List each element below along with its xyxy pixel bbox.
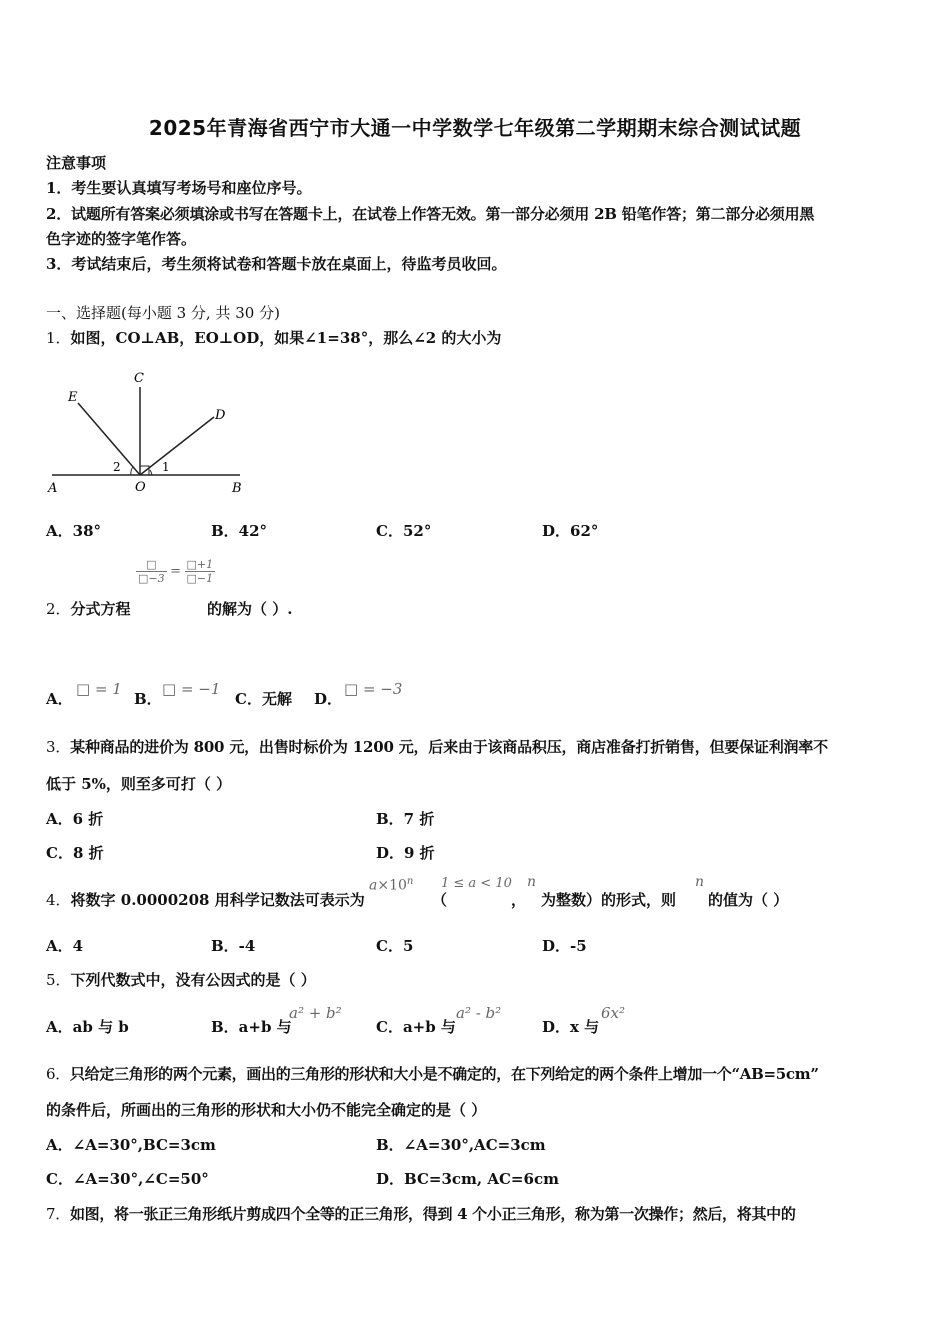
eq-right-denominator: □−1	[186, 572, 214, 585]
q2-equation	[136, 558, 215, 585]
eq-left-numerator: □	[136, 558, 167, 572]
option-label: A．	[46, 690, 73, 708]
q5-option-b[interactable]: B．a+b 与	[211, 1018, 292, 1036]
q2-option-a[interactable]	[46, 688, 73, 709]
q5-option-d[interactable]: D．x 与	[542, 1018, 600, 1036]
q5-option-c[interactable]: C．a+b 与	[376, 1018, 456, 1036]
q4-option-b[interactable]: B．-4	[211, 937, 256, 955]
q2-option-b-math: □ = −1	[162, 680, 221, 698]
q6-option-d[interactable]: D．BC=3cm, AC=6cm	[376, 1170, 559, 1188]
question-3-cont: 低于 5%，则至多可打（ ）	[46, 775, 232, 793]
notice-item-1: 1．考生要认真填写考场号和座位序号。	[46, 179, 312, 197]
question-7	[46, 1203, 796, 1224]
q4-math-n2: n	[695, 874, 705, 890]
q4-text-integer: 为整数）的形式，则	[541, 891, 677, 909]
q4-text-comma: ，	[511, 891, 527, 909]
q2-option-d[interactable]	[314, 688, 342, 709]
q2-option-a-math: □ = 1	[76, 680, 122, 698]
q1-option-a[interactable]: A．38°	[46, 522, 102, 540]
ray-od	[140, 417, 214, 475]
q4-text-end: 的值为（ ）	[708, 891, 789, 909]
question-3	[46, 736, 828, 757]
label-a: A	[48, 481, 58, 495]
notice-item-2-cont: 色字迹的签字笔作答。	[46, 230, 197, 248]
label-o: O	[135, 480, 146, 495]
q6-option-a[interactable]: A．∠A=30°,BC=3cm	[46, 1136, 216, 1154]
q3-option-c[interactable]: C．8 折	[46, 844, 104, 862]
question-6-cont: 的条件后，所画出的三角形的形状和大小仍不能完全确定的是（ ）	[46, 1101, 487, 1119]
question-text: 下列代数式中，没有公因式的是（ ）	[70, 971, 316, 989]
q4-text-paren: （	[432, 891, 448, 909]
question-text: 如图，CO⊥AB，EO⊥OD，如果∠1=38°，那么∠2 的大小为	[70, 329, 502, 347]
section-heading: 一、选择题(每小题 3 分, 共 30 分)	[46, 304, 280, 322]
q1-option-c[interactable]: C．52°	[376, 522, 432, 540]
question-text: 只给定三角形的两个元素，画出的三角形的形状和大小是不确定的，在下列给定的两个条件上增加一个“AB=5cm”	[69, 1065, 819, 1083]
label-c: C	[134, 371, 144, 386]
q4-option-c[interactable]: C．5	[376, 937, 414, 955]
q4-option-a[interactable]: A．4	[46, 937, 84, 955]
option-label: B．	[134, 690, 162, 708]
label-e: E	[68, 390, 78, 405]
question-5	[46, 969, 316, 990]
q5-option-c-math: a² - b²	[456, 1004, 502, 1022]
label-angle-2: 2	[113, 460, 121, 474]
notice-item-2: 2．试题所有答案必须填涂或书写在答题卡上，在试卷上作答无效。第一部分必须用 2B 铅笔作答；第二部分必须用黑	[46, 205, 815, 223]
q2-option-c[interactable]: C．无解	[235, 690, 292, 708]
q1-option-d[interactable]: D．62°	[542, 522, 599, 540]
page-title: 2025年青海省西宁市大通一中学数学七年级第二学期期末综合测试试题	[148, 116, 802, 140]
question-6	[46, 1063, 819, 1084]
question-number: 3．	[46, 738, 71, 756]
eq-equals: =	[170, 564, 182, 579]
q1-option-b[interactable]: B．42°	[211, 522, 268, 540]
question-number: 7．	[46, 1205, 70, 1223]
question-number: 1．	[46, 329, 71, 347]
label-b: B	[232, 481, 242, 495]
question-4	[46, 889, 365, 910]
q5-option-a[interactable]: A．ab 与 b	[46, 1018, 129, 1036]
eq-right-numerator: □+1	[186, 558, 214, 571]
q4-math-scientific: $a\times 10^n$	[369, 876, 414, 894]
q2-option-d-math: □ = −3	[344, 680, 403, 698]
label-angle-1: 1	[162, 460, 170, 474]
angle-arc-2	[131, 467, 133, 475]
question-text: 某种商品的进价为 800 元，出售时标价为 1200 元，后来由于该商品积压，商店准备打折销售，但要保证利润率不	[70, 738, 828, 756]
q2-option-b[interactable]	[134, 688, 162, 709]
question-1	[46, 327, 501, 348]
q3-option-d[interactable]: D．9 折	[376, 844, 435, 862]
ray-oe	[78, 403, 140, 475]
q3-option-b[interactable]: B．7 折	[376, 810, 435, 828]
notice-heading: 注意事项	[46, 154, 107, 172]
question-text: 将数字 0.0000208 用科学记数法可表示为	[70, 891, 365, 909]
question-text-after: 的解为（ ）.	[207, 600, 293, 618]
option-label: D．	[314, 690, 343, 708]
q5-option-d-math: 6x²	[601, 1004, 626, 1022]
q3-option-a[interactable]: A．6 折	[46, 810, 104, 828]
q4-option-d[interactable]: D．-5	[542, 937, 587, 955]
question-text: 如图，将一张正三角形纸片剪成四个全等的正三角形，得到 4 个小正三角形，称为第一次操作；然后，将其中的	[69, 1205, 796, 1223]
question-number: 4．	[46, 891, 71, 909]
q6-option-b[interactable]: B．∠A=30°,AC=3cm	[376, 1136, 546, 1154]
label-d: D	[215, 408, 226, 423]
q5-option-b-math: a² + b²	[289, 1004, 342, 1022]
angle-figure	[44, 365, 254, 495]
question-text-before: 分式方程	[70, 600, 131, 618]
q4-math-n: n	[527, 874, 537, 890]
q6-option-c[interactable]: C．∠A=30°,∠C=50°	[46, 1170, 209, 1188]
notice-item-3: 3．考试结束后，考生须将试卷和答题卡放在桌面上，待监考员收回。	[46, 255, 507, 273]
eq-left-denominator: □−3	[138, 572, 165, 585]
question-2	[46, 598, 131, 619]
question-number: 2．	[46, 600, 71, 618]
question-number: 5．	[46, 971, 71, 989]
q4-math-range: 1 ≤ a < 10	[441, 876, 512, 891]
question-number: 6．	[46, 1065, 70, 1083]
